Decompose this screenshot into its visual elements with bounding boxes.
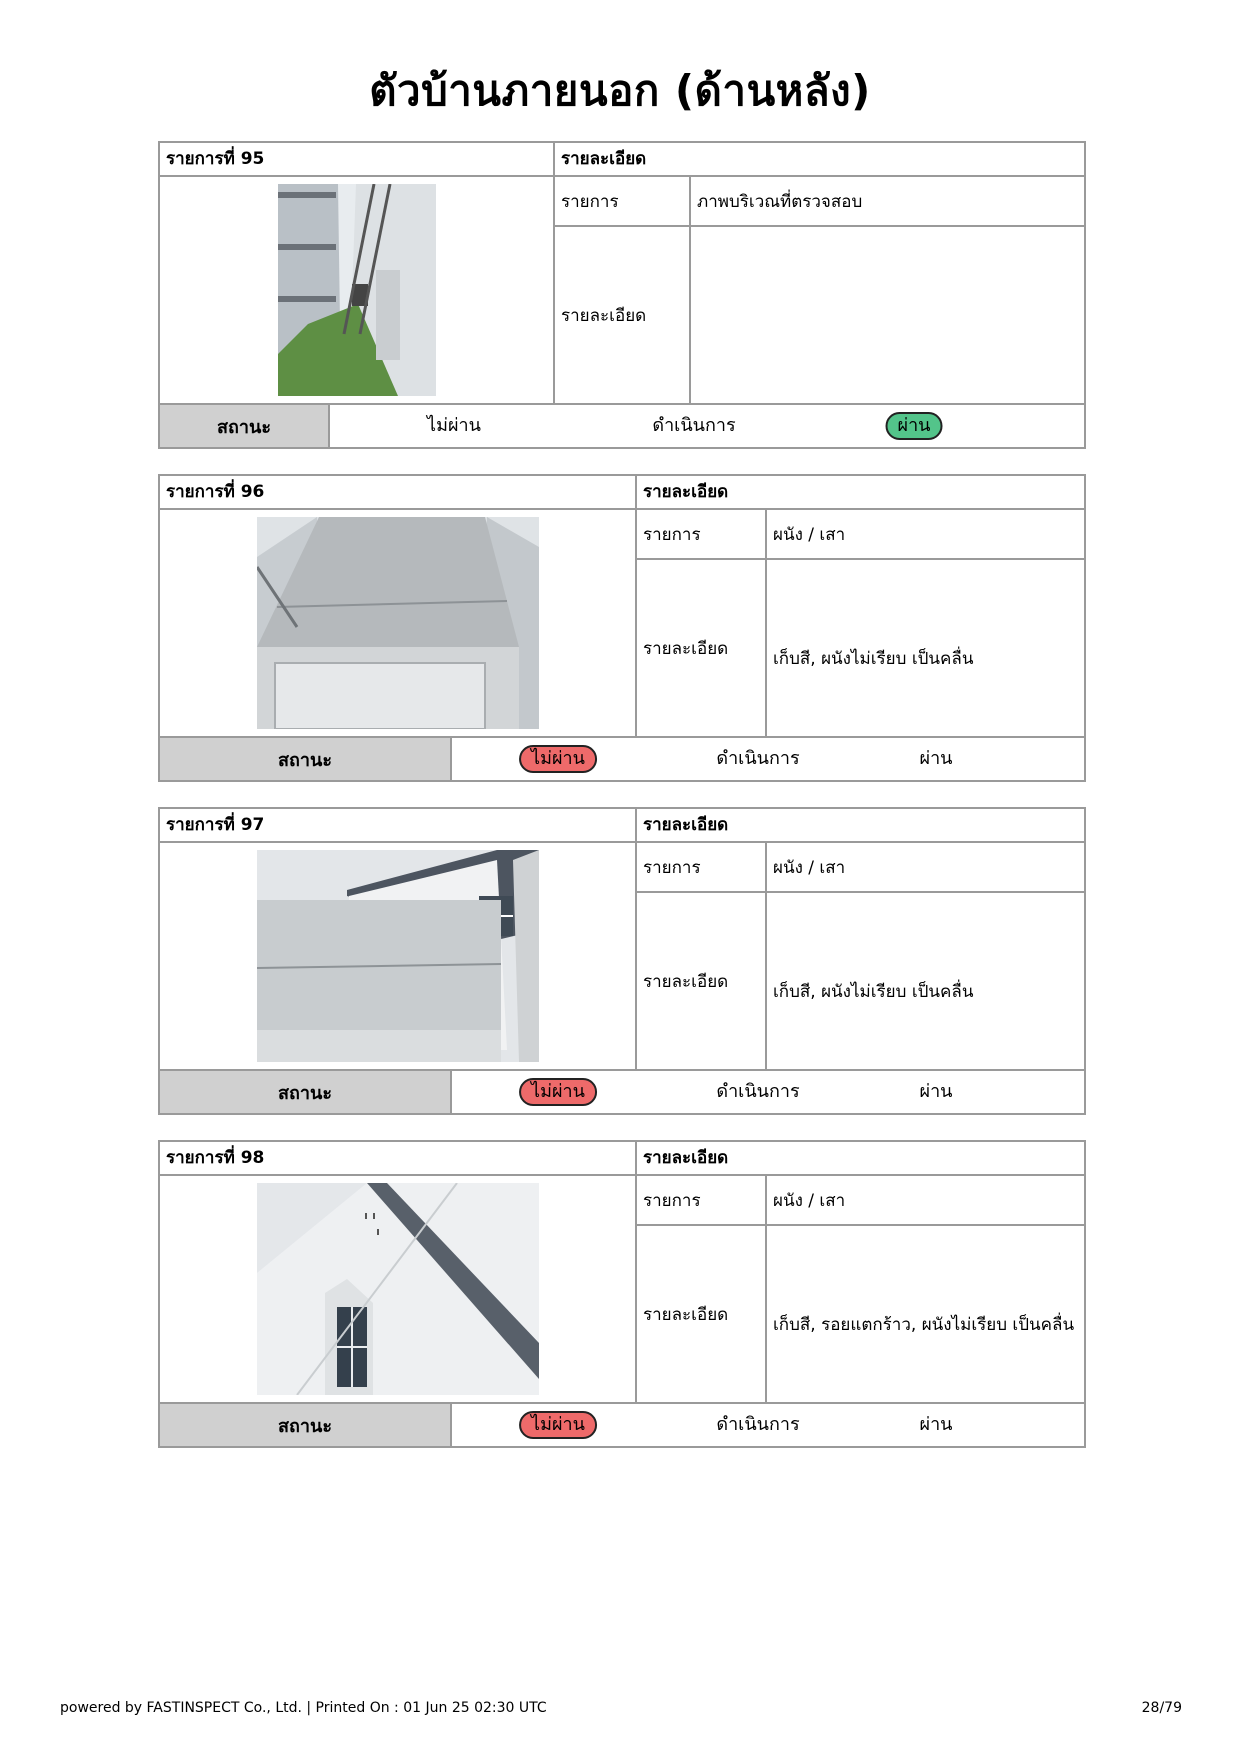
status-option-fail[interactable]: ไม่ผ่าน	[519, 745, 597, 773]
status-option-fail[interactable]: ไม่ผ่าน	[519, 1078, 597, 1106]
photo-image	[257, 850, 539, 1062]
topic-label: รายการ	[637, 510, 767, 558]
description-label: รายละเอียด	[555, 227, 691, 403]
photo-image	[257, 517, 539, 729]
inspection-photo[interactable]	[160, 177, 555, 403]
inspection-photo[interactable]	[160, 843, 637, 1069]
inspection-photo[interactable]	[160, 1176, 637, 1402]
item-title: รายการที่ 96	[160, 476, 637, 508]
status-option-fail[interactable]: ไม่ผ่าน	[427, 415, 481, 436]
status-option-pass[interactable]: ผ่าน	[919, 1081, 953, 1102]
description-value: เก็บสี, ผนังไม่เรียบ เป็นคลื่น	[773, 981, 974, 1002]
status-option-pass[interactable]: ผ่าน	[919, 748, 953, 769]
item-title: รายการที่ 98	[160, 1142, 637, 1174]
status-option-in-progress[interactable]: ดำเนินการ	[716, 1081, 800, 1102]
topic-label: รายการ	[637, 843, 767, 891]
status-label: สถานะ	[160, 405, 330, 447]
item-title: รายการที่ 97	[160, 809, 637, 841]
page-number: 28/79	[1141, 1700, 1182, 1716]
photo-image	[278, 184, 436, 396]
status-options	[452, 1404, 1084, 1446]
status-option-pass[interactable]: ผ่าน	[919, 1414, 953, 1435]
detail-header: รายละเอียด	[643, 482, 729, 502]
inspection-item-98	[158, 1140, 1086, 1448]
status-option-in-progress[interactable]: ดำเนินการ	[652, 415, 736, 436]
photo-image	[257, 1183, 539, 1395]
detail-header: รายละเอียด	[643, 1148, 729, 1168]
inspection-item-97	[158, 807, 1086, 1115]
description-value: เก็บสี, รอยแตกร้าว, ผนังไม่เรียบ เป็นคลื่น	[773, 1314, 1075, 1335]
status-option-in-progress[interactable]: ดำเนินการ	[716, 748, 800, 769]
detail-header: รายละเอียด	[643, 815, 729, 835]
status-option-fail[interactable]: ไม่ผ่าน	[519, 1411, 597, 1439]
footer-credit: powered by FASTINSPECT Co., Ltd. | Printed On : 01 Jun 25 02:30 UTC	[60, 1700, 547, 1716]
item-title: รายการที่ 95	[160, 143, 555, 175]
inspection-photo[interactable]	[160, 510, 637, 736]
description-label: รายละเอียด	[637, 560, 767, 736]
description-label: รายละเอียด	[637, 893, 767, 1069]
inspection-item-95	[158, 141, 1086, 449]
status-label: สถานะ	[160, 1404, 452, 1446]
topic-value: ผนัง / เสา	[773, 524, 846, 545]
status-options	[452, 1071, 1084, 1113]
status-option-in-progress[interactable]: ดำเนินการ	[716, 1414, 800, 1435]
status-options	[330, 405, 1084, 447]
status-label: สถานะ	[160, 738, 452, 780]
description-value: เก็บสี, ผนังไม่เรียบ เป็นคลื่น	[773, 648, 974, 669]
topic-value: ผนัง / เสา	[773, 857, 846, 878]
status-option-pass[interactable]: ผ่าน	[886, 412, 943, 440]
topic-value: ผนัง / เสา	[773, 1190, 846, 1211]
status-options	[452, 738, 1084, 780]
page-title: ตัวบ้านภายนอก (ด้านหลัง)	[369, 66, 871, 115]
topic-value: ภาพบริเวณที่ตรวจสอบ	[697, 191, 863, 212]
topic-label: รายการ	[555, 177, 691, 225]
status-label: สถานะ	[160, 1071, 452, 1113]
detail-header: รายละเอียด	[561, 149, 647, 169]
description-label: รายละเอียด	[637, 1226, 767, 1402]
description-value	[691, 227, 1084, 403]
inspection-item-96	[158, 474, 1086, 782]
topic-label: รายการ	[637, 1176, 767, 1224]
